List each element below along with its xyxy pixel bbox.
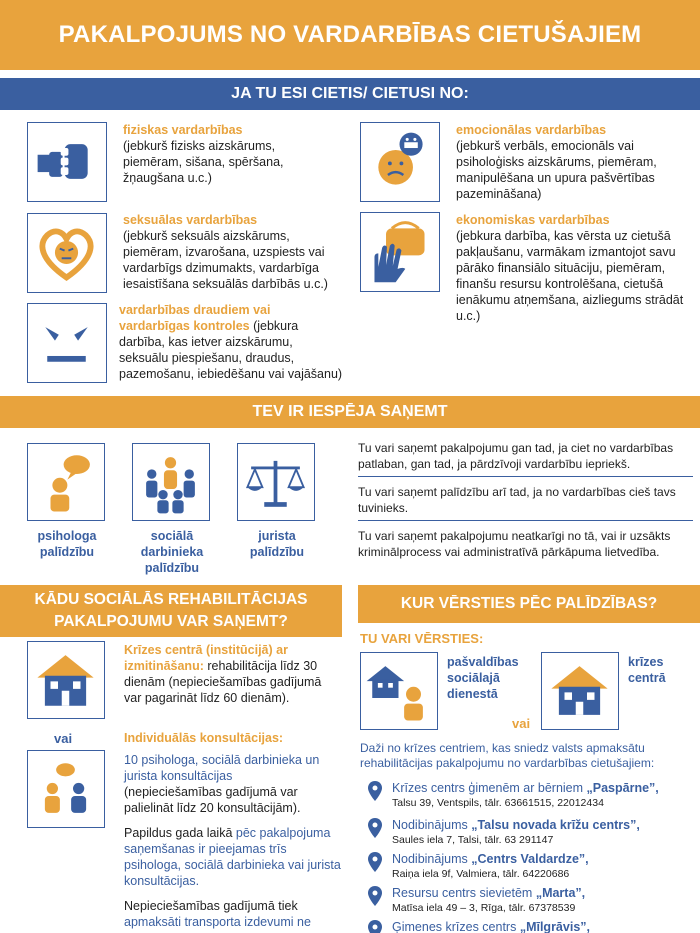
map-pin-icon: [368, 886, 382, 906]
rehab-extra: [124, 825, 344, 889]
center-address: Talsu 39, Ventspils, tālr. 63661515, 22012434: [392, 797, 604, 809]
rehab-title-2: PAKALPOJUMU VAR SAŅEMT?: [54, 613, 288, 630]
center-prefix: Nodibinājums: [392, 852, 472, 866]
victim-band: [0, 78, 700, 110]
emotional-violence: [456, 122, 691, 202]
help-note-2: [358, 484, 693, 521]
speech-person-icon: [27, 750, 105, 828]
center-item: [368, 920, 688, 933]
center-title: „Paspārne”,: [586, 781, 659, 795]
rehab-or: vai: [54, 731, 73, 746]
center-name: [368, 781, 688, 796]
help-note-2-text: Tu vari saņemt palīdzību arī tad, ja no vardarbības cieš tavs tuvinieks.: [358, 485, 676, 515]
house-icon: [27, 641, 105, 719]
physical-desc: (jebkurš fizisks aizskārums, piemēram, sišana, spēršana, žņaugšana u.c.): [123, 139, 284, 185]
help-label-psychologist: psihologa palīdzību: [37, 529, 97, 559]
rehab-individual-title: Individuālās konsultācijas:: [124, 731, 284, 745]
help-note-3-text: Tu vari saņemt pakalpojumu neatkarīgi no tā, vai ir uzsākts kriminālprocess vai administratīvā pārkāpuma lietvedība.: [358, 529, 671, 559]
threats-violence: [119, 302, 344, 382]
center-item: [368, 818, 688, 847]
help-label-lawyer: jurista palīdzību: [249, 529, 305, 559]
map-pin-icon: [368, 818, 382, 838]
physical-title: fiziskas vardarbības: [123, 123, 243, 137]
rehab-individual-blue: 10 psihologa, sociālā darbinieka un jurista konsultācijas: [124, 753, 320, 783]
angry-eyes-icon: [27, 303, 107, 383]
where-intro: Daži no krīzes centriem, kas sniedz valsts apmaksātu rehabilitācijas pakalpojumu no vardarbības cietušajiem:: [360, 741, 655, 770]
help-note-1: [358, 440, 693, 477]
wallet-hand-icon: [360, 212, 440, 292]
heart-face-icon: [27, 213, 107, 293]
help-label-social-worker: sociālā darbinieka palīdzību: [140, 529, 204, 575]
center-name: [368, 818, 688, 833]
rehab-extra-blue: pēc pakalpojuma saņemšanas ir pieejamas trīs psihologa, sociālā darbinieka vai jurista konsultācijas.: [124, 826, 341, 888]
center-item: [368, 781, 688, 810]
where-or: vai: [512, 716, 531, 731]
sexual-violence: [123, 212, 343, 292]
center-title: „Centrs Valdardze”,: [471, 852, 589, 866]
group-icon: [132, 443, 210, 521]
house-icon: [541, 652, 619, 730]
rehab-title-1: KĀDU SOCIĀLĀS REHABILITĀCIJAS: [34, 591, 308, 608]
rehab-transport-prefix: Nepieciešamības gadījumā tiek: [124, 899, 298, 913]
scales-icon: [237, 443, 315, 521]
help-note-1-text: Tu vari saņemt pakalpojumu gan tad, ja ciet no vardarbības patlaban, gan tad, ja pārdzīvoji vardarbību iepriekš.: [358, 441, 674, 471]
where-band: [358, 585, 700, 623]
center-prefix: Ģimenes krīzes centrs: [392, 920, 520, 933]
help-note-3: [358, 528, 693, 560]
economic-desc: (jebkura darbība, kas vērsta uz cietušā pakļaušanu, varmākam izmantojot savu pārāko finansiālo situāciju, piemēram, finanšu resursu kontrolēšana, cietušā ienākumu atņemšana, aizliegums strādāt u.c.): [456, 229, 684, 323]
victim-band-title: JA TU ESI CIETIS/ CIETUSI NO:: [231, 85, 469, 102]
center-prefix: Krīzes centrs ģimenēm ar bērniem: [392, 781, 587, 795]
help-band: [0, 396, 700, 428]
threats-desc: (jebkura darbība, kas ietver aizskārumu, seksuālu piespiešanu, draudus, pazemošanu, iebiedēšanu vai vajāšanu): [119, 319, 343, 381]
rehab-individual: [124, 730, 344, 930]
economic-title: ekonomiskas vardarbības: [456, 213, 610, 227]
where-subtitle: TU VARI VĒRSTIES:: [360, 631, 484, 646]
center-title: „Marta”,: [535, 886, 586, 900]
map-pin-icon: [368, 781, 382, 801]
center-name: [368, 920, 688, 933]
rehab-extra-prefix: Papildus gada laikā: [124, 826, 236, 840]
rehab-crisis-desc: rehabilitācija līdz 30 dienām (nepieciešamības gadījumā var pagarināt līdz 60 dienām).: [124, 659, 322, 705]
center-prefix: Nodibinājums: [392, 818, 472, 832]
where-option-1: pašvaldības sociālajā dienestā: [447, 655, 519, 701]
rehab-individual-desc: (nepieciešamības gadījumā var palielināt līdz 20 konsultācijām).: [124, 785, 301, 815]
center-name: [368, 852, 688, 867]
center-item: [368, 852, 688, 881]
house-person-icon: [360, 652, 438, 730]
rehab-transport: [124, 898, 344, 930]
center-title: „Mīlgrāvis”,: [519, 920, 590, 933]
rehab-transport-blue: apmaksāti transporta izdevumi ne: [124, 915, 311, 929]
sexual-title: seksuālas vardarbības: [123, 213, 258, 227]
sexual-desc: (jebkurš seksuāls aizskārums, piemēram, izvarošana, uzspiests vai vardarbīgs dzimumakts, vardarbīga iesaistīšana seksuālās darbībās u.c.): [123, 229, 328, 291]
emotional-title: emocionālas vardarbības: [456, 123, 607, 137]
economic-violence: [456, 212, 691, 324]
page-title: PAKALPOJUMS NO VARDARBĪBAS CIETUŠAJIEM: [58, 21, 642, 48]
center-address: Matīsa iela 49 – 3, Rīga, tālr. 67378539: [392, 902, 576, 914]
map-pin-icon: [368, 852, 382, 872]
rehab-crisis-title: Krīzes centrā (institūcijā) ar izmitināšanu:: [124, 643, 288, 673]
threats-title: vardarbības draudiem vai vardarbīgas kontroles: [119, 303, 271, 333]
center-address: Saules iela 7, Talsi, tālr. 63 291147: [392, 834, 554, 846]
sad-face-icon: [360, 122, 440, 202]
fist-icon: [27, 122, 107, 202]
where-option-2: krīzes centrā: [628, 655, 666, 685]
speech-person-icon: [27, 443, 105, 521]
where-title: KUR VĒRSTIES PĒC PALĪDZĪBAS?: [400, 595, 658, 612]
rehab-band: [0, 585, 342, 637]
rehab-crisis: [124, 642, 340, 706]
emotional-desc: (jebkurš verbāls, emocionāls vai psiholoģisks aizskārums, piemēram, manipulēšana un upura pašvērtības pazemināšana): [456, 139, 657, 201]
center-name: [368, 886, 688, 901]
help-band-title: TEV IR IESPĒJA SAŅEMT: [252, 403, 448, 420]
map-pin-icon: [368, 920, 382, 933]
center-address: Raiņa iela 9f, Valmiera, tālr. 64220686: [392, 868, 570, 880]
center-item: [368, 886, 688, 915]
center-title: „Talsu novada krīžu centrs”,: [471, 818, 640, 832]
center-prefix: Resursu centrs sievietēm: [392, 886, 536, 900]
physical-violence: [123, 122, 313, 186]
header-band: [0, 0, 700, 70]
